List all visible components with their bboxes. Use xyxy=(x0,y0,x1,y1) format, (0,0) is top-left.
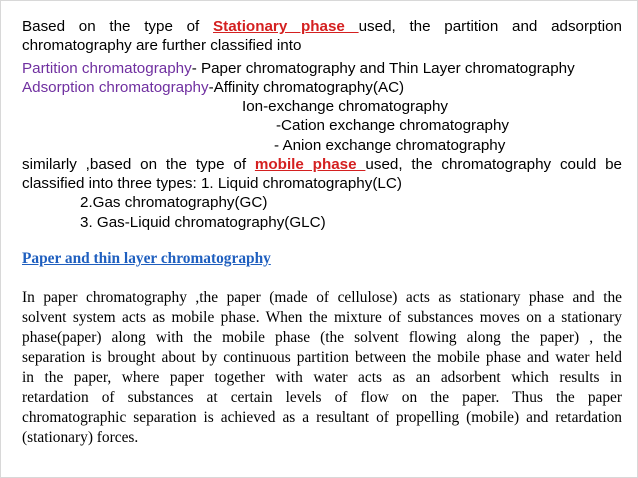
ion-exchange-line: Ion-exchange chromatography xyxy=(242,98,449,115)
adsorption-line: Adsorption chromatography-Affinity chromatography(AC) xyxy=(22,79,405,96)
gas-chromatography-line: 2.Gas chromatography(GC) xyxy=(80,194,268,211)
paragraph-line: separation is brought about by continuous partition between the mobile phase and water held xyxy=(22,349,622,366)
partition-line: Partition chromatography- Paper chromatography and Thin Layer chromatography xyxy=(22,60,575,77)
mobile-phase-line: similarly ,based on the type of mobile phase used, the chromatography could be xyxy=(22,156,623,173)
section-heading: Paper and thin layer chromatography xyxy=(22,250,271,267)
paragraph-line: solvent system acts as mobile phase. When the mixture of substances moves on a stationary xyxy=(22,309,622,326)
adsorption-label: Adsorption chromatography xyxy=(22,79,209,96)
paragraph-line: phase(paper) along with the mobile phase (the solvent flowing along the paper) , the xyxy=(22,329,622,346)
classification-intro: chromatography are further classified into xyxy=(22,37,302,54)
gas-liquid-chromatography-line: 3. Gas-Liquid chromatography(GLC) xyxy=(80,214,326,231)
paragraph-line: In paper chromatography ,the paper (made of cellulose) acts as stationary phase and the xyxy=(22,289,622,306)
mobile-types-line: classified into three types: 1. Liquid chromatography(LC) xyxy=(22,175,402,192)
paragraph-line: retardation of substances at certain levels of flow on the paper. Thus the paper xyxy=(22,389,622,406)
paragraph-line: chromatographic separation is achieved as a resultant of propelling (mobile) and retardation xyxy=(22,409,622,426)
paragraph-line: in the paper, where paper together with water acts as an adsorbent which results in xyxy=(22,369,622,386)
paragraph-line: (stationary) forces. xyxy=(22,429,139,446)
stationary-phase-term: Stationary phase xyxy=(213,18,359,35)
stationary-phase-line: Based on the type of Stationary phase used, the partition and adsorption xyxy=(22,18,622,35)
mobile-phase-term: mobile phase xyxy=(254,156,366,173)
partition-label: Partition chromatography xyxy=(22,60,192,77)
anion-exchange-line: - Anion exchange chromatography xyxy=(274,137,506,154)
cation-exchange-line: -Cation exchange chromatography xyxy=(276,117,510,134)
